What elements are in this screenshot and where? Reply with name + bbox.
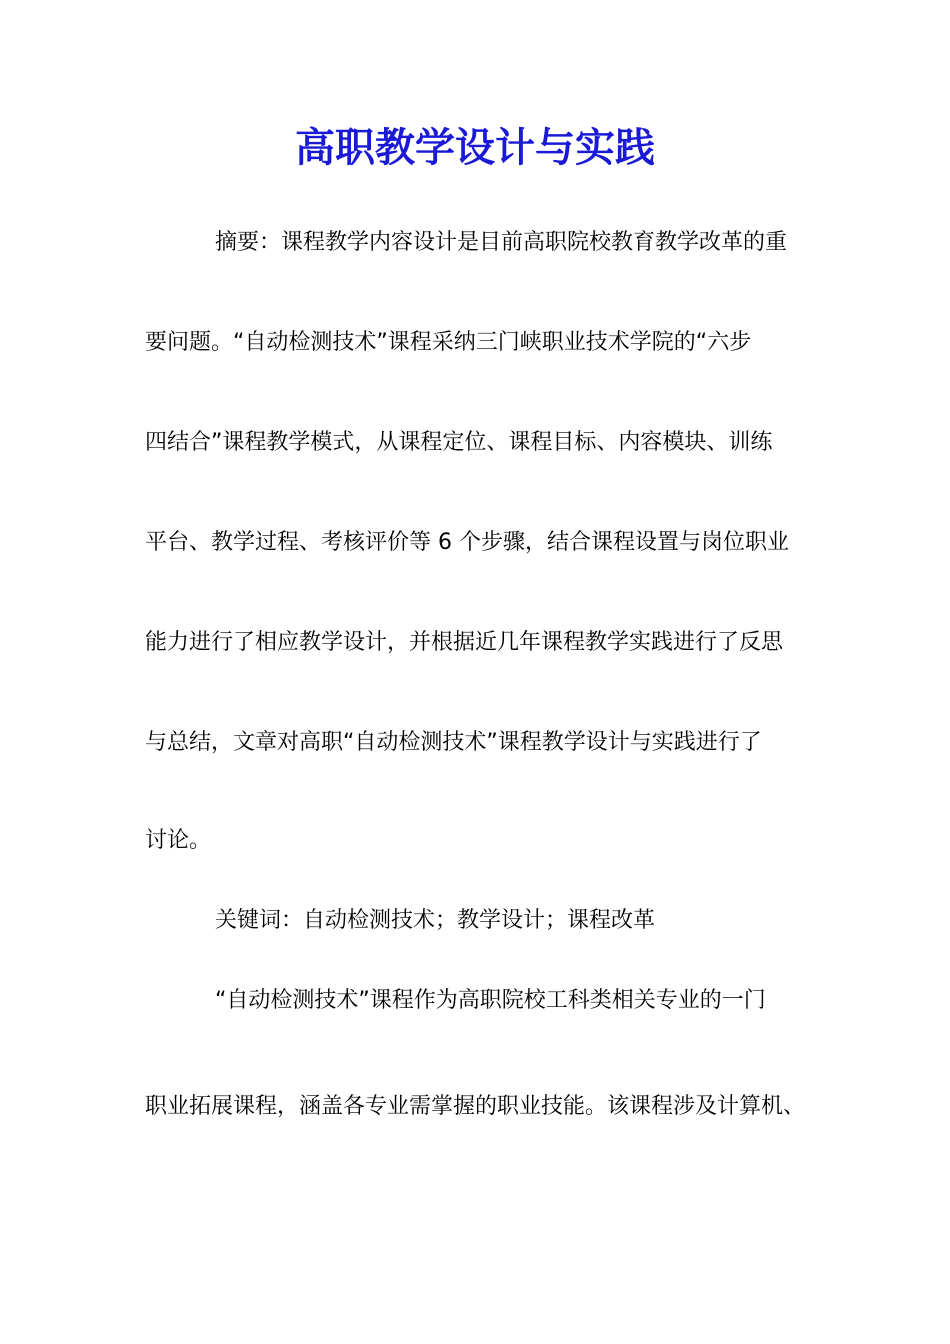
keywords-line: 关键词：自动检测技术；教学设计；课程改革 <box>215 908 656 933</box>
abstract-line: 与总结，文章对高职“自动检测技术”课程教学设计与实践进行了 <box>145 730 762 755</box>
abstract-line: 四结合”课程教学模式，从课程定位、课程目标、内容模块、训练 <box>145 430 773 455</box>
abstract-line: 讨论。 <box>145 828 212 853</box>
body-line: “自动检测技术”课程作为高职院校工科类相关专业的一门 <box>215 988 766 1013</box>
abstract-line: 平台、教学过程、考核评价等 6 个步骤，结合课程设置与岗位职业 <box>145 530 789 555</box>
document-title: 高职教学设计与实践 <box>295 124 655 171</box>
abstract-line: 能力进行了相应教学设计，并根据近几年课程教学实践进行了反思 <box>145 630 784 655</box>
abstract-line: 要问题。“自动检测技术”课程采纳三门峡职业技术学院的“六步 <box>145 330 752 355</box>
body-line: 职业拓展课程，涵盖各专业需掌握的职业技能。该课程涉及计算机、 <box>145 1094 806 1119</box>
abstract-line: 摘要：课程教学内容设计是目前高职院校教育教学改革的重 <box>215 230 788 255</box>
